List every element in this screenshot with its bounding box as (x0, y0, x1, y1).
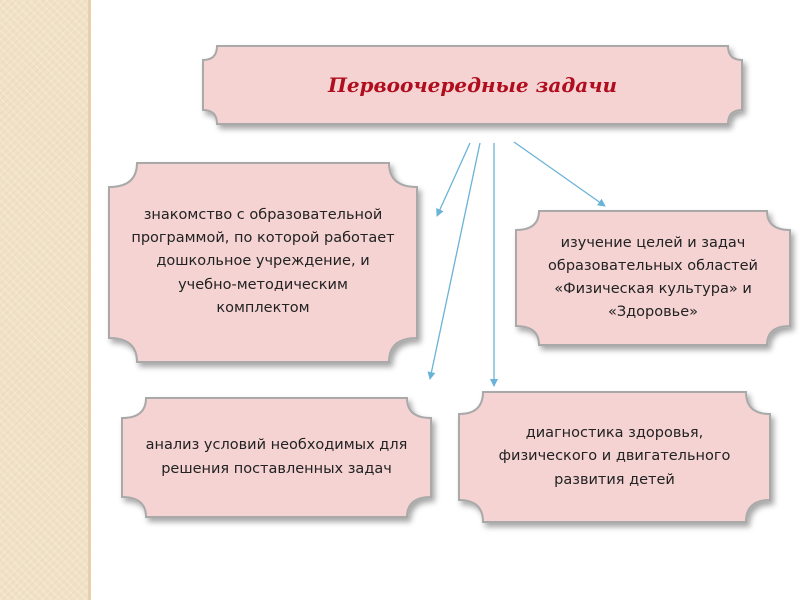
task-text-analysis: анализ условий необходимых для решения поставленных задач (145, 437, 408, 477)
task-text-goals: изучение целей и задач образовательных областей «Физическая культура» и «Здоровье» (548, 234, 758, 321)
task-text-diagnostics: диагностика здоровья, физического и двигательного развития детей (498, 425, 731, 488)
diagram-title: Первоочередные задачи (327, 73, 618, 97)
arrow-to-program (437, 143, 470, 216)
task-text-program: знакомство с образовательной программой, по которой работает дошкольное учреждение, и учебно-методическим комплектом (131, 207, 395, 316)
arrow-to-analysis (430, 143, 480, 379)
arrow-to-goals (514, 142, 605, 206)
